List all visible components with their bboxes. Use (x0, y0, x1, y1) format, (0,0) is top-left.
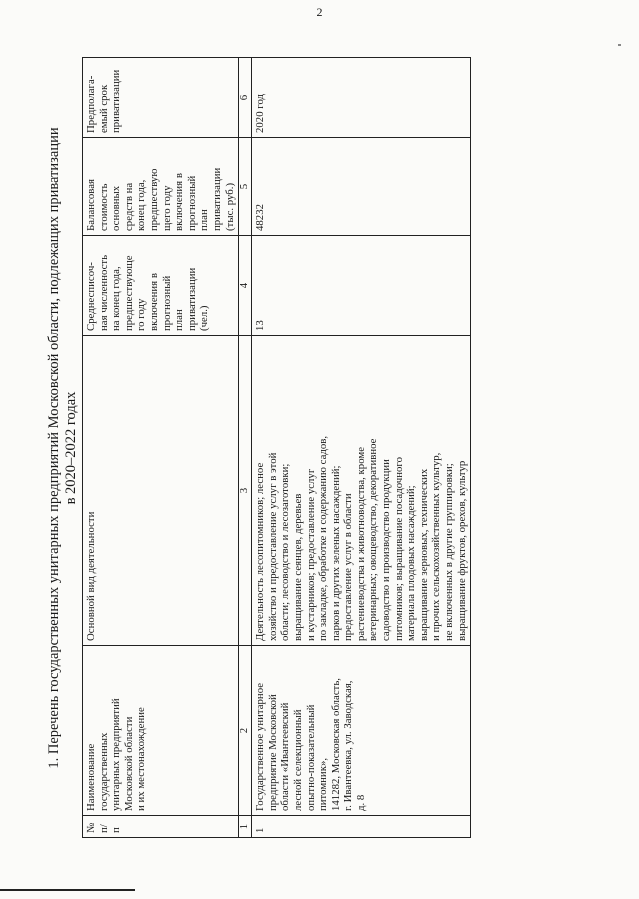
main-activity: Деятельность лесопитомников; лесное хозяйство и предоставление услуг в этой области; лесоводство и лесозаготовки; выращивание сеянцев, деревьев и кустарников; предоставление услуг по закладке, обработке и содержанию садов, парков и других зеленых насаждений; предоставление услуг в области растениеводства и животноводства, кроме ветеринарных; овощеводство, декоративное садоводство и производство продукции питомников; выращивание посадочного материала плодовых насаждений; выращивание зерновых, технических и прочих сельскохозяйственных культур, не включенных в другие группировки; выращивание фруктов, орехов, культур (252, 336, 471, 646)
book-value: 48232 (252, 138, 471, 236)
header-name: Наименование государственных унитарных предприятий Московской области и их местонахождение (83, 646, 239, 816)
column-number: 1 (239, 816, 252, 838)
privatization-table (82, 57, 471, 838)
column-number: 6 (239, 58, 252, 138)
column-number: 3 (239, 336, 252, 646)
table-header-row (83, 58, 239, 838)
privatization-term: 2020 год (252, 58, 471, 138)
scan-dust-mark (618, 44, 621, 46)
column-number: 2 (239, 646, 252, 816)
header-employees: Среднесписоч- ная численность на конец года, предшествующе го году включения в прогнозный план приватизации (чел.) (83, 236, 239, 336)
header-book-value: Балансовая стоимость основных средств на конец года, предшествую щего году включения в прогнозный план приватизации (тыс. руб.) (83, 138, 239, 236)
table-row (252, 58, 471, 838)
document-title (46, 58, 80, 838)
page-number: 2 (316, 5, 323, 19)
column-number: 5 (239, 138, 252, 236)
row-number: 1 (252, 816, 471, 838)
enterprise-name: Государственное унитарное предприятие Московской области «Ивантеевский лесной селекционный опытно-показательный питомник», 141282, Московская область, г. Ивантеевка, ул. Заводская, д. 8 (252, 646, 471, 816)
title-line-1: 1. Перечень государственных унитарных предприятий Московской области, подлежащих приватизации (46, 127, 62, 769)
employee-count: 13 (252, 236, 471, 336)
rotated-page-content (46, 58, 602, 838)
header-number: № п/п (83, 816, 239, 838)
column-number: 4 (239, 236, 252, 336)
header-term: Предполага- емый срок приватизации (83, 58, 239, 138)
header-activity: Основной вид деятельности (83, 336, 239, 646)
scan-edge-line (0, 889, 135, 891)
title-line-2: в 2020–2022 годах (63, 391, 79, 505)
column-number-row (239, 58, 252, 838)
